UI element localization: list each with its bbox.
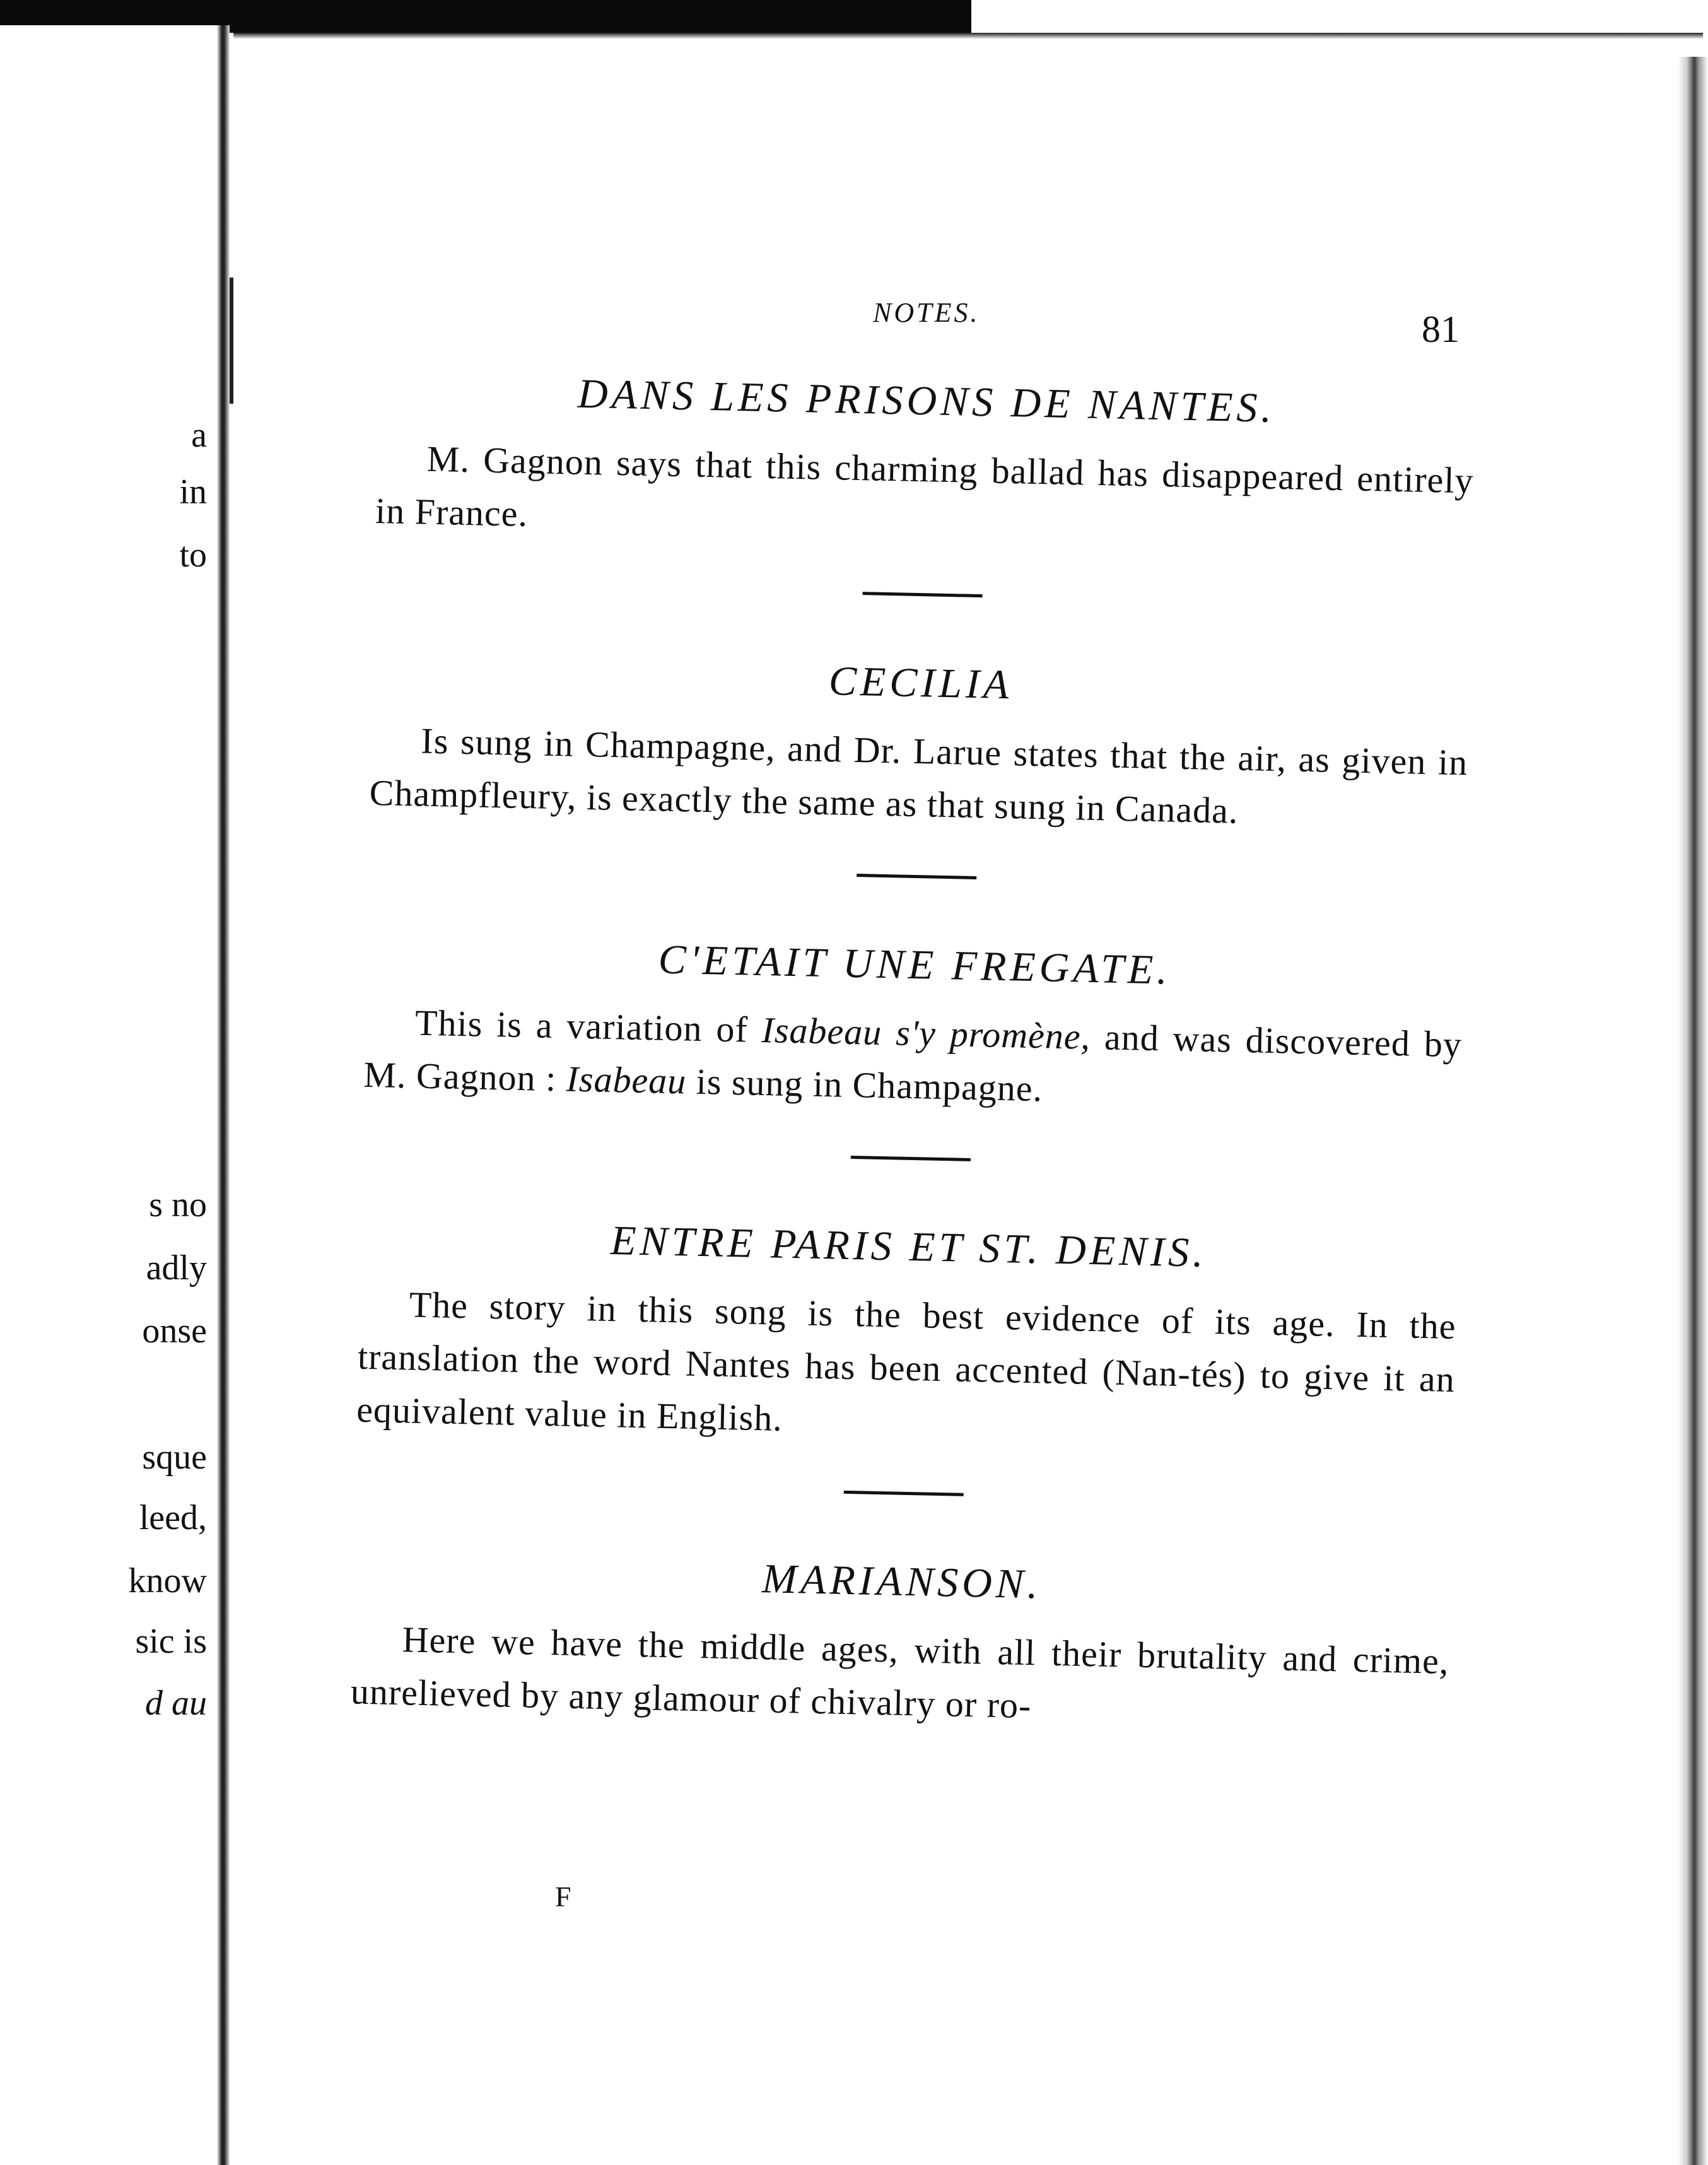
section-body: M. Gagnon says that this charming ballad has disappeared entirely in France. bbox=[375, 438, 1475, 535]
notes-content bbox=[350, 366, 1476, 1741]
left-page-fragment: sque bbox=[142, 1438, 207, 1477]
body-text: This is a variation of bbox=[414, 1002, 763, 1050]
section-title: MARIANSON. bbox=[761, 1556, 1043, 1608]
left-page-fragment: s no bbox=[149, 1185, 207, 1224]
left-page-fragment: onse bbox=[142, 1311, 207, 1351]
page-right-edge bbox=[1678, 57, 1708, 2165]
section-title: ENTRE PARIS ET ST. DENIS. bbox=[610, 1217, 1208, 1276]
left-page-fragment: a bbox=[191, 416, 207, 455]
song-title-italic: Isabeau bbox=[566, 1058, 687, 1102]
left-page-fragment: d au bbox=[145, 1684, 207, 1723]
page-top-shadow bbox=[233, 33, 1703, 39]
section-divider bbox=[851, 1156, 971, 1161]
page-number: 81 bbox=[1422, 308, 1459, 350]
body-text: is sung in Champagne. bbox=[686, 1060, 1043, 1110]
section-title: CECILIA bbox=[828, 658, 1014, 708]
book-gutter bbox=[217, 25, 230, 2165]
section-title: DANS LES PRISONS DE NANTES. bbox=[577, 370, 1276, 431]
song-title-italic: Isabeau s'y promène, bbox=[761, 1009, 1091, 1057]
section-divider bbox=[857, 874, 976, 879]
left-page-fragment: leed, bbox=[139, 1498, 207, 1537]
section-body: Here we have the middle ages, with all their brutality and crime, unrelieved by any glamour of chivalry or ro- bbox=[350, 1619, 1450, 1727]
body-text: and was discovered by M. Gagnon : bbox=[363, 1016, 1463, 1100]
left-page-fragment: adly bbox=[146, 1248, 207, 1288]
left-page-fragment: know bbox=[128, 1561, 207, 1600]
left-facing-page bbox=[0, 25, 222, 2165]
section-divider bbox=[863, 592, 983, 597]
left-page-fragment: in bbox=[179, 472, 207, 512]
left-page-fragment: to bbox=[179, 536, 207, 575]
section-title: C'ETAIT UNE FREGATE. bbox=[658, 936, 1172, 994]
section-body: The story in this song is the best evidence of its age. In the translation the word Nantes has been accented (Nan-tés) to give it an equivalent value in English. bbox=[356, 1284, 1457, 1439]
section-body: Is sung in Champagne, and Dr. Larue states that the air, as given in Champfleury, is exactly the same as that sung in Canada. bbox=[369, 720, 1468, 831]
section-divider bbox=[844, 1491, 964, 1496]
left-page-fragment: sic is bbox=[135, 1622, 207, 1661]
signature-mark: F bbox=[555, 1880, 571, 1913]
section-body bbox=[363, 995, 1463, 1124]
running-head: NOTES. bbox=[873, 297, 980, 328]
